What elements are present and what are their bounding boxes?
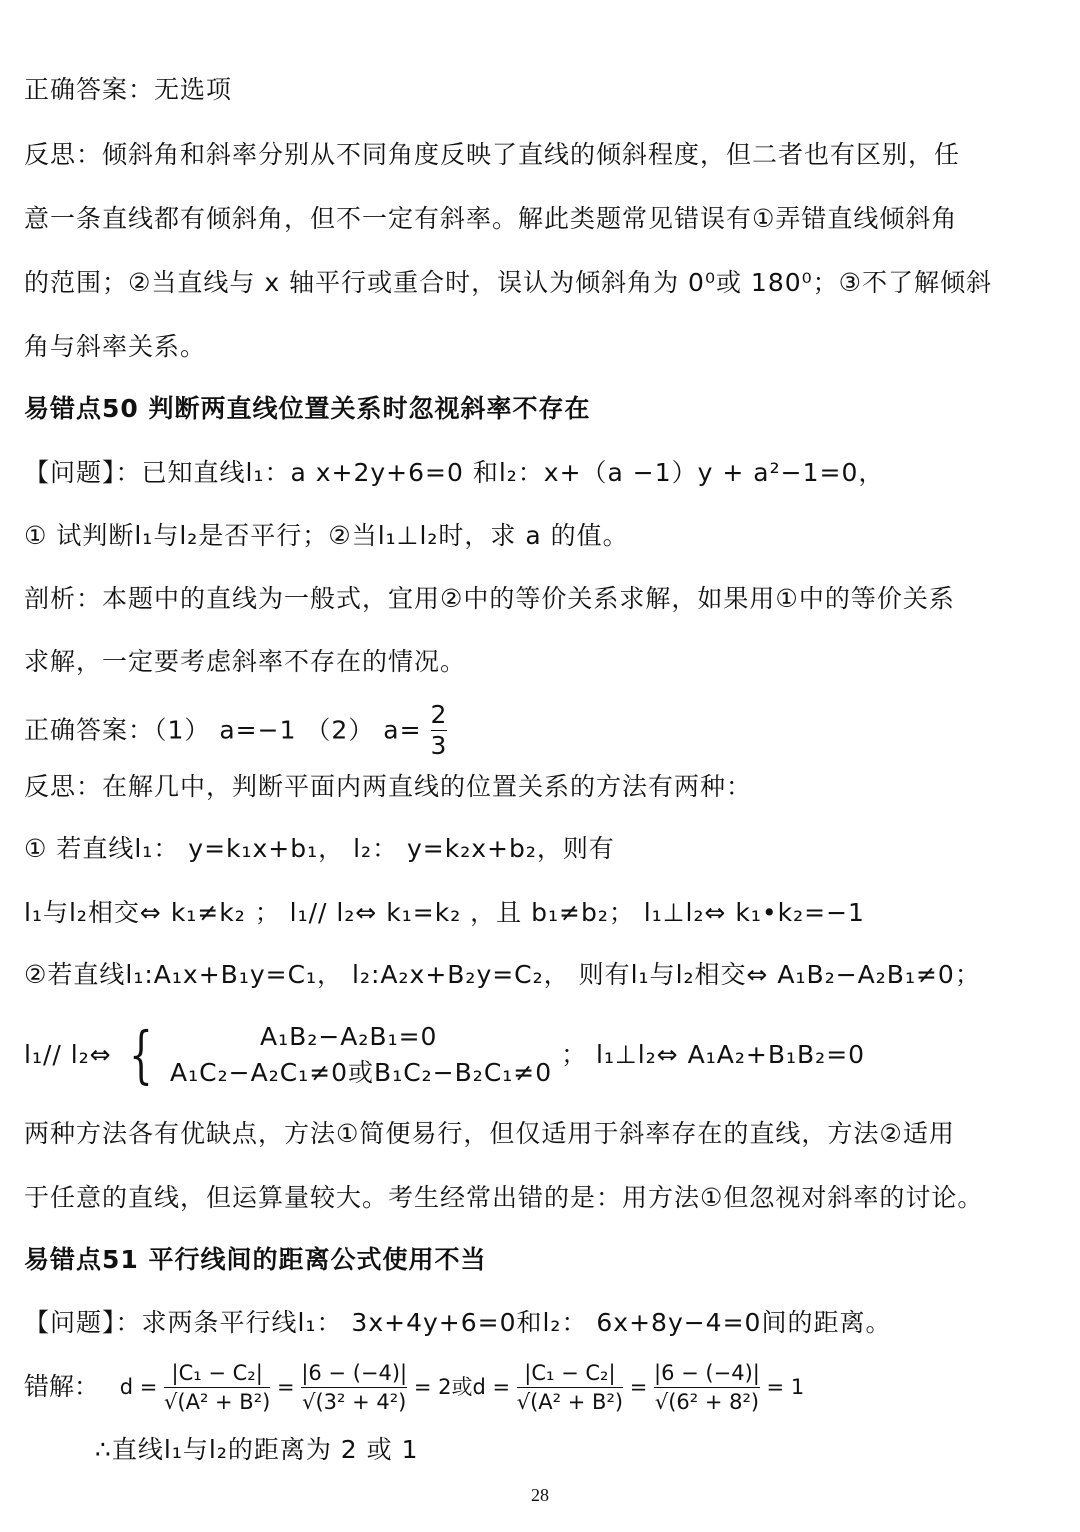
formula-middle: = 2或d = <box>413 1375 511 1399</box>
summary-line-2: 于任意的直线，但运算量较大。考生经常出错的是：用方法①但忽视对斜率的讨论。 <box>24 1183 984 1212</box>
answer-fraction <box>431 700 448 761</box>
condition-top: A₁B₂−A₂B₁=0 <box>260 1022 438 1051</box>
formula-fraction-3 <box>517 1359 623 1416</box>
section-heading-50: 易错点50 判断两直线位置关系时忽视斜率不存在 <box>24 394 591 423</box>
method-2-conditions <box>24 1018 1060 1091</box>
reflection-line-3: 的范围；②当直线与 x 轴平行或重合时，误认为倾斜角为 0⁰或 180⁰；③不了解倾斜 <box>24 268 993 297</box>
formula-fraction-2 <box>301 1359 407 1416</box>
parallel-label: l₁// l₂⇔ <box>24 1040 112 1069</box>
fraction-numerator: 2 <box>430 700 448 729</box>
fraction-1-numerator: |C₁ − C₂| <box>171 1360 263 1385</box>
equals-sign-2: = <box>629 1375 648 1399</box>
formula-fraction-1 <box>164 1359 270 1416</box>
problem-51: 【问题】：求两条平行线l₁： 3x+4y+6=0和l₂： 6x+8y−4=0间的距离。 <box>24 1308 892 1337</box>
method-1: ① 若直线l₁： y=k₁x+b₁， l₂： y=k₂x+b₂，则有 <box>24 834 615 863</box>
method-2: ②若直线l₁:A₁x+B₁y=C₁， l₂:A₂x+B₂y=C₂， 则有l₁与l₂相交⇔ A₁B₂−A₂B₁≠0； <box>24 960 981 989</box>
condition-system <box>170 1019 552 1091</box>
perpendicular-condition: ； l₁⊥l₂⇔ A₁A₂+B₁B₂=0 <box>561 1040 866 1069</box>
fraction-3-denominator: √(A² + B²) <box>517 1387 623 1416</box>
method-intro: 反思：在解几中，判断平面内两直线的位置关系的方法有两种： <box>24 772 753 801</box>
fraction-3-numerator: |C₁ − C₂| <box>524 1360 616 1385</box>
fraction-denominator: 3 <box>430 731 448 760</box>
reflection-line-2: 意一条直线都有倾斜角，但不一定有斜率。解此类题常见错误有①弄错直线倾斜角 <box>24 204 958 233</box>
wrong-solution <box>24 1356 1060 1417</box>
fraction-4-denominator: √(6² + 8²) <box>654 1387 760 1416</box>
correct-answer <box>24 700 1060 761</box>
problem-line-1: 【问题】：已知直线l₁：a x+2y+6=0 和l₂：x+（a −1）y + a²−1=0， <box>24 458 885 487</box>
condition-bottom: A₁C₂−A₂C₁≠0或B₁C₂−B₂C₁≠0 <box>170 1058 553 1087</box>
correct-answer-text: 正确答案：（1） a=−1 （2） a= <box>24 715 422 745</box>
reflection-line-4: 角与斜率关系。 <box>24 332 207 361</box>
formula-d: d = <box>119 1375 158 1399</box>
fraction-2-numerator: |6 − (−4)| <box>301 1360 408 1385</box>
analysis-line-2: 求解，一定要考虑斜率不存在的情况。 <box>24 647 467 676</box>
fraction-4-numerator: |6 − (−4)| <box>654 1360 760 1385</box>
problem-line-2: ① 试判断l₁与l₂是否平行；②当l₁⊥l₂时，求 a 的值。 <box>24 521 629 550</box>
fraction-2-denominator: √(3² + 4²) <box>301 1387 407 1416</box>
answer-line: 正确答案：无选项 <box>24 75 233 104</box>
formula-end: = 1 <box>766 1375 805 1399</box>
section-heading-51: 易错点51 平行线间的距离公式使用不当 <box>24 1245 487 1274</box>
brace-icon: { <box>128 1018 154 1091</box>
conclusion: ∴直线l₁与l₂的距离为 2 或 1 <box>95 1435 419 1464</box>
formula-fraction-4 <box>654 1359 760 1416</box>
fraction-1-denominator: √(A² + B²) <box>164 1387 270 1416</box>
reflection-line-1: 反思：倾斜角和斜率分别从不同角度反映了直线的倾斜程度，但二者也有区别，任 <box>24 140 961 169</box>
page-number: 28 <box>531 1485 549 1505</box>
summary-line-1: 两种方法各有优缺点，方法①简便易行，但仅适用于斜率存在的直线，方法②适用 <box>24 1119 955 1148</box>
equals-sign: = <box>277 1375 295 1399</box>
method-1-conditions: l₁与l₂相交⇔ k₁≠k₂ ； l₁// l₂⇔ k₁=k₂ ，且 b₁≠b₂； l₁⊥l₂⇔ k₁•k₂=−1 <box>24 898 865 927</box>
analysis-line-1: 剖析：本题中的直线为一般式，宜用②中的等价关系求解，如果用①中的等价关系 <box>24 584 955 613</box>
wrong-solution-label: 错解： <box>24 1372 100 1401</box>
